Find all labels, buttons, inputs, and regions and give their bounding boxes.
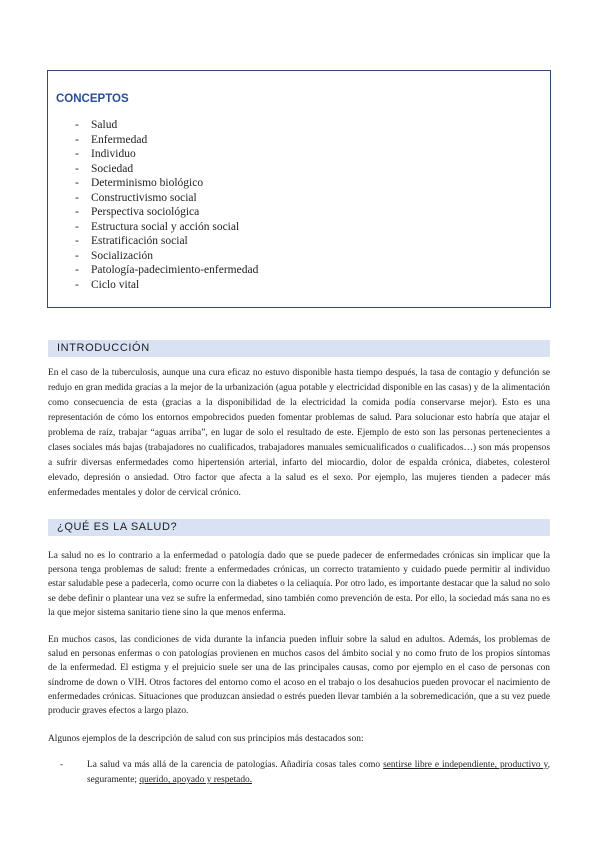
- salud-paragraph-2: En muchos casos, las condiciones de vida durante la infancia pueden influir sobre la salud en adultos. Además, los problemas de salud en personas enfermas o con patologías provienen en muchos casos del ámbito social y no como fruto de los propios síntomas de la enfermedad. El estigma y el prejuicio suele ser una de las principales causas, como por ejemplo en el caso de personas con síndrome de down o VIH. Otros factores del entorno como el acoso en el trabajo o los desahucios pueden provocar el nacimiento de enfermedades crónicas. Situaciones que produzcan ansiedad o estrés pueden llevar también a la sobremedicación, que a su vez puede producir graves efectos a largo plazo.: [48, 635, 550, 717]
- salud-paragraph-3: Algunos ejemplos de la descripción de salud con sus principios más destacados son:: [48, 734, 364, 744]
- list-item: - Perspectiva sociológica: [75, 206, 200, 218]
- salud-bullet-text: La salud va más allá de la carencia de patologías. Añadiría cosas tales como sentirse libre e independiente, productivo y, seguramente; querido, apoyado y respetado.: [87, 760, 550, 785]
- concepts-list: [75, 118, 258, 292]
- intro-heading-band: [48, 340, 550, 357]
- list-item: - Socialización: [75, 249, 153, 262]
- intro-heading: INTRODUCCIÓN: [57, 342, 150, 354]
- list-item: - Enfermedad: [75, 133, 148, 146]
- intro-paragraph: En el caso de la tuberculosis, aunque una cura eficaz no estuvo disponible hasta tiempo después, la tasa de contagio y defunción se redujo en gran medida gracias a la mejor de la urbanización (agua potable y electricidad disponible en las casas) y de la alimentación como consecuencia de esta (gracias a la disponibilidad de la electricidad la comida podía conservarse mejor). Esto es una representación de cómo los entornos empobrecidos pueden fomentar problemas de salud. Para solucionar esto habría que atajar el problema de raíz, trabajar “aguas arriba”, en lugar de solo el resultado de este. Ejemplo de esto son las personas pertenecientes a clases sociales más bajas (trabajadores no cualificados, trabajadores manuales semicualificados o cualificados…) son más propensos a sufrir diversas enfermedades como hipertensión arterial, infarto del miocardio, dolor de espalda crónica, diabetes, colesterol elevado, depresión o ansiedad. Otro factor que afecta a la salud es el sexo. Por ejemplo, las mujeres tienden a padecer más enfermedades mentales y dolor de cervical crónico.: [48, 368, 550, 498]
- concepts-title: CONCEPTOS: [56, 93, 129, 105]
- list-item: - Sociedad: [75, 162, 134, 175]
- list-item: - Constructivismo social: [75, 191, 197, 204]
- salud-heading: ¿QUÉ ES LA SALUD?: [57, 521, 178, 533]
- list-item: - Salud: [75, 119, 118, 131]
- concepts-box: [47, 70, 551, 308]
- list-item: - Ciclo vital: [75, 278, 140, 291]
- salud-paragraph-1: La salud no es lo contrario a la enfermedad o patología dado que se puede padecer de enfermedades crónicas sin implicar que la persona tenga problemas de salud: frente a enfermedades crónicas, un correcto tratamiento y cuidado puede permitir al individuo estar saludable pese a padecerla, como ocurre con la diabetes o la celiaquía. Por otro lado, es importante destacar que la salud no solo se debe definir o plantear una vez se sufre la enfermedad, sino también como prevención de esta. Por ello, la sociedad más sana no es la que mejor sistema sanitario tiene sino la que menos enferma.: [48, 551, 550, 618]
- list-item: - Determinismo biológico: [75, 177, 204, 189]
- salud-heading-band: [48, 519, 550, 536]
- list-item: - Patología-padecimiento-enfermedad: [75, 264, 259, 276]
- list-item: - Estratificación social: [75, 235, 188, 247]
- list-item: - Estructura social y acción social: [75, 220, 240, 233]
- salud-bullet-item: - La salud va más allá de la carencia de patologías. Añadiría cosas tales como sentirse libre e independiente, productivo y, seguramente; querido, apoyado y respetado.: [60, 758, 550, 788]
- list-item: - Individuo: [75, 148, 136, 160]
